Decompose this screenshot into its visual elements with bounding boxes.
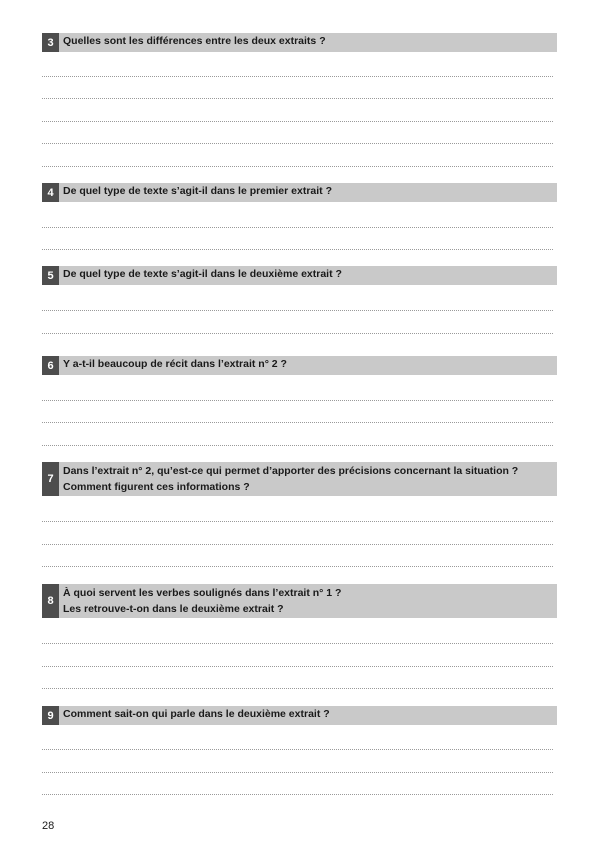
- question-number-badge: 5: [42, 266, 59, 285]
- question-text: De quel type de texte s’agit-il dans le premier extrait ?: [63, 185, 333, 197]
- answer-line[interactable]: [42, 310, 553, 311]
- question-text: Quelles sont les différences entre les deux extraits ?: [63, 35, 326, 47]
- question-5-header: [42, 266, 557, 285]
- question-number-badge: 9: [42, 706, 59, 725]
- question-text: Y a-t-il beaucoup de récit dans l’extrait n° 2 ?: [63, 358, 287, 370]
- question-number-badge: 6: [42, 356, 59, 375]
- answer-line[interactable]: [42, 772, 553, 773]
- question-9-header: [42, 706, 557, 725]
- question-number-badge: 4: [42, 183, 59, 202]
- question-text: Dans l’extrait n° 2, qu’est-ce qui permet d’apporter des précisions concernant la situation ? Comment figurent ces informations ?: [63, 465, 519, 493]
- answer-line[interactable]: [42, 521, 553, 522]
- answer-line[interactable]: [42, 249, 553, 250]
- answer-line[interactable]: [42, 98, 553, 99]
- question-8-header: [42, 584, 557, 618]
- answer-line[interactable]: [42, 121, 553, 122]
- answer-line[interactable]: [42, 422, 553, 423]
- question-6-header: [42, 356, 557, 375]
- question-text: De quel type de texte s’agit-il dans le deuxième extrait ?: [63, 268, 342, 280]
- question-3-header: [42, 33, 557, 52]
- question-4-header: [42, 183, 557, 202]
- answer-line[interactable]: [42, 76, 553, 77]
- answer-line[interactable]: [42, 143, 553, 144]
- answer-line[interactable]: [42, 566, 553, 567]
- question-number-badge: 7: [42, 462, 59, 496]
- answer-line[interactable]: [42, 445, 553, 446]
- answer-line[interactable]: [42, 794, 553, 795]
- answer-line[interactable]: [42, 749, 553, 750]
- question-text: À quoi servent les verbes soulignés dans l’extrait n° 1 ? Les retrouve-t-on dans le deuxième extrait ?: [63, 587, 342, 615]
- answer-line[interactable]: [42, 688, 553, 689]
- question-7-header: [42, 462, 557, 496]
- answer-line[interactable]: [42, 666, 553, 667]
- page-number: 28: [42, 820, 55, 832]
- answer-line[interactable]: [42, 227, 553, 228]
- question-number-badge: 3: [42, 33, 59, 52]
- question-number-badge: 8: [42, 584, 59, 618]
- answer-line[interactable]: [42, 544, 553, 545]
- question-text: Comment sait-on qui parle dans le deuxième extrait ?: [63, 708, 330, 720]
- answer-line[interactable]: [42, 333, 553, 334]
- answer-line[interactable]: [42, 643, 553, 644]
- answer-line[interactable]: [42, 400, 553, 401]
- answer-line[interactable]: [42, 166, 553, 167]
